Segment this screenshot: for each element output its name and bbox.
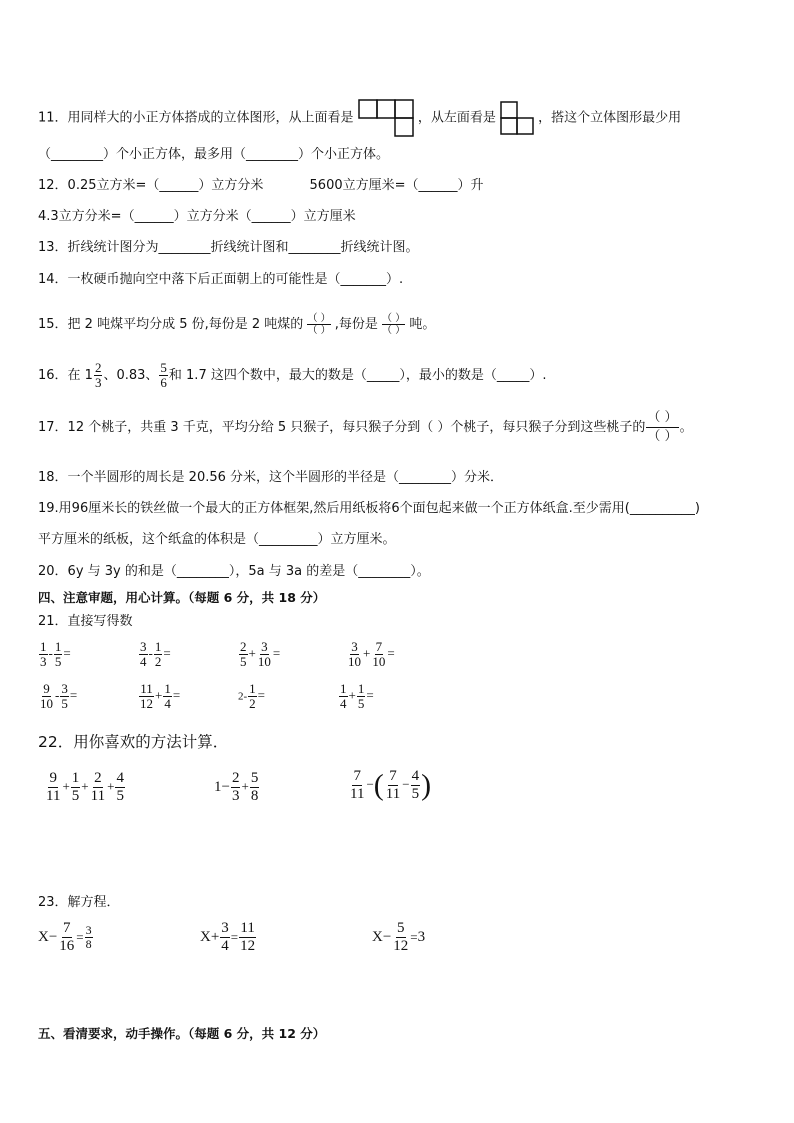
q16-line (38, 358, 546, 394)
equals: = (76, 929, 84, 945)
equals: = (272, 645, 281, 661)
q15-text-c: 吨。 (409, 317, 436, 332)
operator: − (402, 776, 410, 792)
numerator: 1 (249, 681, 256, 696)
operator: - (48, 645, 53, 661)
equals: = (69, 687, 78, 703)
q15-text-b: ,每份是 (334, 317, 378, 332)
top-view-icon (358, 99, 414, 137)
denominator: 10 (257, 654, 271, 669)
q20-line: 20．6y 与 3y 的和是（________），5a 与 3a 的差是（________）。 (38, 564, 430, 579)
equals: = (366, 687, 374, 703)
q17-end: 。 (679, 420, 693, 435)
denominator: 4 (140, 654, 147, 669)
denominator: 3 (40, 654, 47, 669)
numerator: 5 (397, 920, 405, 936)
q19-line2: 平方厘米的纸板，这个纸盒的体积是（_________）立方厘米。 (38, 532, 396, 547)
equals: = (257, 687, 266, 703)
denominator: 12 (140, 696, 153, 711)
operator: - (55, 687, 60, 703)
q14-line: 14．一枚硬币抛向空中落下后正面朝上的可能性是（_______）. (38, 272, 404, 287)
numerator: 2 (240, 639, 247, 654)
q23-eq-2 (200, 920, 257, 955)
numerator: 3 (140, 639, 147, 654)
q17-line (38, 408, 693, 448)
denominator: 2 (154, 654, 162, 669)
denominator: 12 (240, 938, 256, 954)
numerator: 3 (61, 681, 68, 696)
operator: + (348, 687, 356, 703)
numerator: 7 (375, 639, 383, 654)
q11-text-a: 11．用同样大的小正方体搭成的立体图形，从上面看是 (38, 110, 354, 126)
q13-line: 13．折线统计图分为________折线统计图和________折线统计图。 (38, 240, 419, 255)
rhs-value: 3 (417, 929, 426, 945)
denominator: 12 (393, 938, 409, 954)
denominator: 4 (164, 696, 171, 711)
q21-item-4 (346, 640, 395, 669)
numerator: 4 (116, 770, 124, 786)
numerator: 2 (94, 770, 102, 786)
q16-text-b: 、0.83、 (103, 368, 159, 383)
numerator: 1 (357, 681, 365, 696)
q15-blank-fraction-2[interactable] (382, 313, 405, 336)
denominator: 10 (348, 654, 361, 669)
q12-line1 (38, 178, 484, 194)
q23-eq-3 (372, 920, 425, 955)
denominator: 4 (221, 938, 229, 954)
numerator: 1 (154, 639, 162, 654)
numerator: 9 (49, 770, 57, 786)
q12-line2: 4.3立方分米=（______）立方分米（______）立方厘米 (38, 209, 356, 224)
q17-blank-fraction[interactable] (646, 409, 678, 446)
denominator: 6 (160, 375, 167, 390)
numerator: 1 (340, 681, 347, 696)
numerator: 9 (43, 681, 50, 696)
lead-term: X+ (200, 929, 220, 945)
equals: = (163, 645, 171, 661)
q21-item-8 (338, 682, 374, 711)
denominator: 5 (54, 654, 62, 669)
denominator: 16 (59, 938, 75, 954)
q12-text-a: 12．0.25立方米=（______）立方分米 (38, 178, 264, 193)
denominator: 8 (85, 937, 92, 951)
q21-item-6 (138, 682, 180, 711)
q23-title: 23．解方程． (38, 895, 120, 910)
denominator: 2 (249, 696, 256, 711)
denominator: 5 (411, 786, 420, 802)
denominator: 5 (71, 788, 80, 804)
denominator: 11 (350, 786, 365, 802)
operator: − (366, 776, 374, 792)
q21-title: 21．直接写得数 (38, 614, 133, 629)
equals: = (230, 929, 239, 945)
q21-item-7 (238, 682, 265, 711)
q21-item-5 (38, 682, 77, 711)
denominator: 8 (250, 788, 259, 804)
left-view-icon (500, 101, 534, 135)
blank-denominator: （ ） (382, 325, 406, 336)
q12-text-b: 5600立方厘米=（______）升 (309, 178, 484, 193)
blank-numerator: （ ） (382, 313, 406, 324)
operator: + (107, 778, 115, 794)
operator: + (81, 778, 89, 794)
q21-item-3 (238, 640, 280, 669)
q19-line1: 19.用96厘米长的铁丝做一个最大的正方体框架,然后用纸板将6个面包起来做一个正方体纸盒.至少需用(__________) (38, 501, 700, 516)
q21-item-1 (38, 640, 71, 669)
denominator: 5 (116, 788, 124, 804)
q15-blank-fraction-1[interactable] (307, 313, 330, 336)
operator: + (155, 687, 163, 703)
q11-line1 (38, 99, 681, 137)
blank-denominator: （ ） (307, 325, 331, 336)
lead-term: 2- (238, 690, 248, 703)
numerator: 3 (85, 923, 92, 937)
q11-text-b: ，从左面看是 (417, 110, 496, 126)
operator: + (62, 778, 70, 794)
denominator: 10 (40, 696, 53, 711)
numerator: 7 (389, 768, 397, 784)
numerator: 2 (231, 770, 240, 786)
denominator: 5 (61, 696, 68, 711)
operator: - (148, 645, 153, 661)
numerator: 7 (63, 920, 71, 936)
q22-title: 22．用你喜欢的方法计算． (38, 733, 229, 751)
q18-line: 18．一个半圆形的周长是 20.56 分米，这个半圆形的半径是（________）分米． (38, 470, 504, 485)
numerator: 2 (94, 360, 102, 375)
numerator: 3 (351, 639, 358, 654)
right-paren: ) (421, 768, 432, 802)
denominator: 10 (372, 654, 386, 669)
q22-expr-3 (348, 768, 431, 803)
left-paren: ( (373, 768, 384, 802)
q16-text-a: 16．在 1 (38, 368, 93, 383)
numerator: 5 (160, 360, 167, 375)
equals: = (410, 929, 418, 945)
operator: + (248, 645, 256, 661)
numerator: 5 (250, 770, 259, 786)
denominator: 11 (90, 788, 106, 804)
equals: = (387, 645, 395, 661)
denominator: 4 (340, 696, 347, 711)
q16-text-c: 和 1.7 这四个数中，最大的数是（_____），最小的数是（_____）. (168, 368, 547, 383)
operator: + (241, 778, 249, 794)
q22-expr-2 (214, 770, 260, 805)
fraction-five-sixths (159, 361, 168, 390)
numerator: 7 (353, 768, 361, 784)
denominator: 5 (240, 654, 247, 669)
q21-item-2 (138, 640, 171, 669)
lead-term: 1− (214, 779, 230, 795)
q15-text-a: 15．把 2 吨煤平均分成 5 份,每份是 2 吨煤的 (38, 317, 304, 332)
numerator: 1 (71, 770, 80, 786)
q11-line2: （________）个小正方体，最多用（________）个小正方体。 (38, 147, 390, 162)
blank-numerator: （ ） (307, 313, 331, 324)
denominator: 3 (94, 375, 102, 390)
numerator: 11 (140, 681, 153, 696)
operator: + (363, 645, 371, 661)
q11-text-c: ，搭这个立体图形最少用 (538, 110, 682, 126)
numerator: 3 (261, 639, 268, 654)
numerator: 1 (40, 639, 47, 654)
section4-title: 四、注意审题，用心计算。（每题 6 分，共 18 分） (38, 590, 326, 605)
blank-numerator: （ ） (646, 409, 678, 428)
numerator: 3 (221, 920, 229, 936)
mixed-fraction (94, 361, 103, 390)
lead-term: X− (38, 929, 58, 945)
q23-eq-1 (38, 920, 94, 955)
q15-line (38, 313, 435, 337)
q22-expr-1 (44, 770, 126, 805)
blank-denominator: （ ） (647, 429, 678, 444)
numerator: 11 (240, 920, 255, 936)
equals: = (63, 645, 71, 661)
numerator: 4 (411, 768, 420, 784)
denominator: 5 (357, 696, 365, 711)
equals: = (172, 687, 181, 703)
denominator: 3 (231, 788, 240, 804)
numerator: 1 (164, 681, 171, 696)
denominator: 11 (46, 788, 61, 804)
q17-text-a: 17．12 个桃子，共重 3 千克，平均分给 5 只猴子，每只猴子分到（ ）个桃子，每只猴子分到这些桃子的 (38, 420, 646, 435)
section5-title: 五、看清要求，动手操作。（每题 6 分，共 12 分） (38, 1026, 326, 1041)
lead-term: X− (372, 929, 392, 945)
numerator: 1 (54, 639, 62, 654)
denominator: 11 (385, 786, 401, 802)
